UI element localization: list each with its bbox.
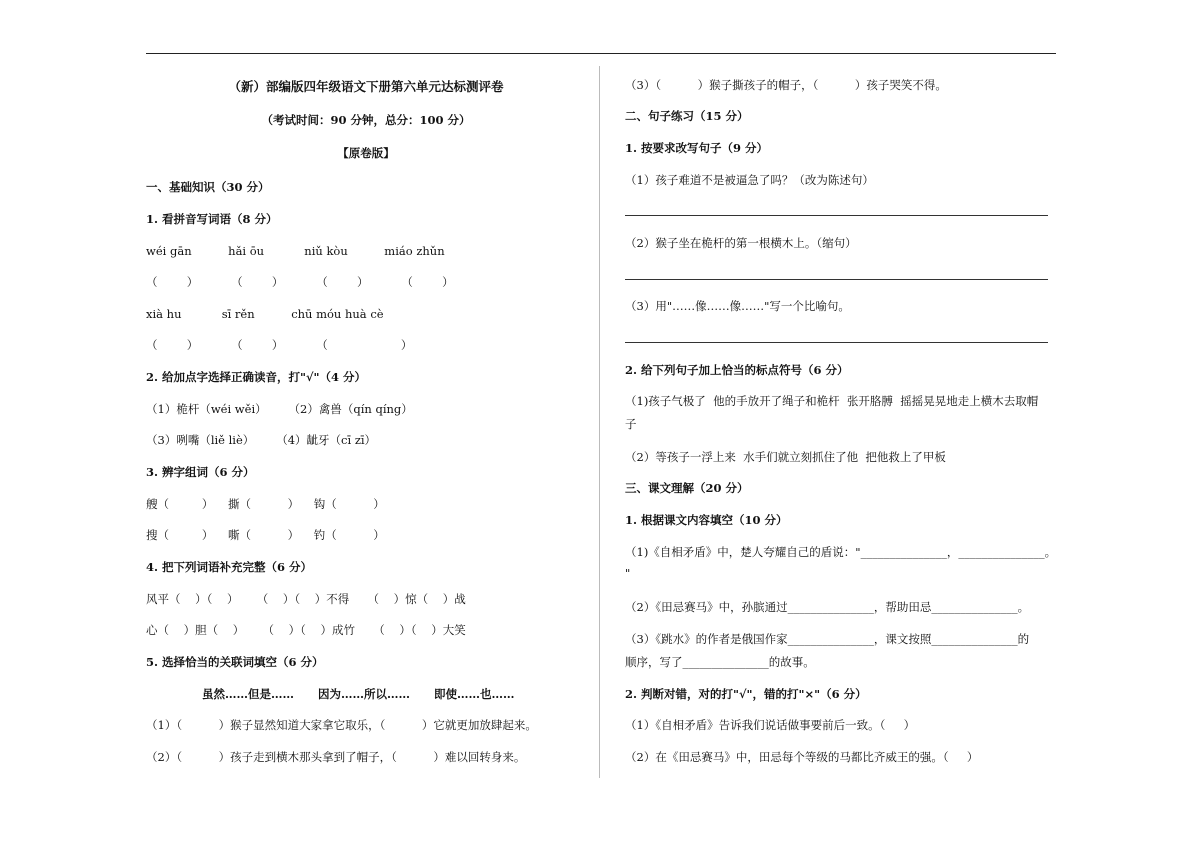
pronunciation-line-1: （1）桅杆（wéi wěi） （2）禽兽（qín qíng） [146,402,413,416]
column-divider [599,66,600,778]
question-conjunction-heading: 5. 选择恰当的关联词填空（6 分） [146,655,324,669]
conjunction-options: 虽然……但是…… 因为……所以…… 即使……也…… [202,687,515,701]
true-false-line-2[interactable]: （2）在《田忌赛马》中，田忌每个等级的马都比齐威王的强。（ ） [625,750,979,764]
answer-line-1[interactable] [625,215,1048,216]
question-punctuation-heading: 2. 给下列句子加上恰当的标点符号（6 分） [625,363,849,377]
section-heading-comprehension: 三、课文理解（20 分） [625,481,749,495]
fill-line-3b[interactable]: 顺序，写了_______________的故事。 [625,655,815,669]
question-rewrite-heading: 1. 按要求改写句子（9 分） [625,141,769,155]
answer-brackets-row-1[interactable]: （ ） （ ） （ ） （ ） [146,275,454,289]
pinyin-row-1: wéi gān hǎi ōu niǔ kòu miáo zhǔn [146,244,445,258]
question-fill-heading: 1. 根据课文内容填空（10 分） [625,513,788,527]
fill-line-2[interactable]: （2）《田忌赛马》中，孙膑通过_______________，帮助田忌_______________。 [625,600,1030,614]
conjunction-line-1[interactable]: （1）（ ）猴子显然知道大家拿它取乐，（ ）它就更加放肆起来。 [146,718,537,732]
section-heading-sentences: 二、句子练习（15 分） [625,109,749,123]
answer-line-2[interactable] [625,279,1048,280]
question-idiom-heading: 4. 把下列词语补充完整（6 分） [146,560,313,574]
top-rule [146,53,1056,54]
answer-brackets-row-2[interactable]: （ ） （ ） （ ） [146,338,413,352]
question-true-false-heading: 2. 判断对错，对的打"√"，错的打"×"（6 分） [625,687,867,701]
page-title: （新）部编版四年级语文下册第六单元达标测评卷 [228,79,504,94]
fill-line-1a[interactable]: （1)《自相矛盾》中，楚人夸耀自己的盾说："_______________，_______________。 [625,545,1057,559]
conjunction-line-3[interactable]: （3）（ ）猴子撕孩子的帽子，（ ）孩子哭笑不得。 [625,78,947,92]
true-false-line-1[interactable]: （1）《自相矛盾》告诉我们说话做事要前后一致。（ ） [625,718,916,732]
punctuation-line-2: （2）等孩子一浮上来 水手们就立刻抓住了他 把他救上了甲板 [625,450,946,464]
exam-info: （考试时间：90 分钟，总分：100 分） [261,113,471,127]
idiom-line-2[interactable]: 心（ ）胆（ ） （ ）（ ）成竹 （ ）（ ）大笑 [146,623,466,637]
idiom-line-1[interactable]: 风平（ ）（ ） （ ）（ ）不得 （ ）惊（ ）战 [146,592,466,606]
word-group-line-1[interactable]: 艘（ ） 撕（ ） 钩（ ） [146,497,385,511]
fill-line-3a[interactable]: （3）《跳水》的作者是俄国作家_______________，课文按照_______________的 [625,632,1030,646]
pinyin-row-2: xià hu sī rěn chū móu huà cè [146,307,384,321]
answer-line-3[interactable] [625,342,1048,343]
punctuation-line-1a: （1)孩子气极了 他的手放开了绳子和桅杆 张开胳膊 摇摇晃晃地走上横木去取帽 [625,394,1039,408]
conjunction-line-2[interactable]: （2）（ ）孩子走到横木那头拿到了帽子，（ ）难以回转身来。 [146,750,526,764]
section-heading-basics: 一、基础知识（30 分） [146,180,270,194]
rewrite-item-1: （1）孩子难道不是被逼急了吗？（改为陈述句） [625,173,874,187]
punctuation-line-1b: 子 [625,417,637,431]
question-pinyin-heading: 1. 看拼音写词语（8 分） [146,212,278,226]
question-word-group-heading: 3. 辨字组词（6 分） [146,465,255,479]
fill-line-1b: " [625,566,631,580]
rewrite-item-2: （2）猴子坐在桅杆的第一根横木上。（缩句） [625,236,857,250]
rewrite-item-3: （3）用"……像……像……"写一个比喻句。 [625,299,850,313]
edition-label: 【原卷版】 [337,146,395,160]
pronunciation-line-2: （3）咧嘴（liě liè） （4）龇牙（cī zī） [146,433,377,447]
question-pronunciation-heading: 2. 给加点字选择正确读音，打"√"（4 分） [146,370,367,384]
word-group-line-2[interactable]: 搜（ ） 嘶（ ） 钓（ ） [146,528,385,542]
